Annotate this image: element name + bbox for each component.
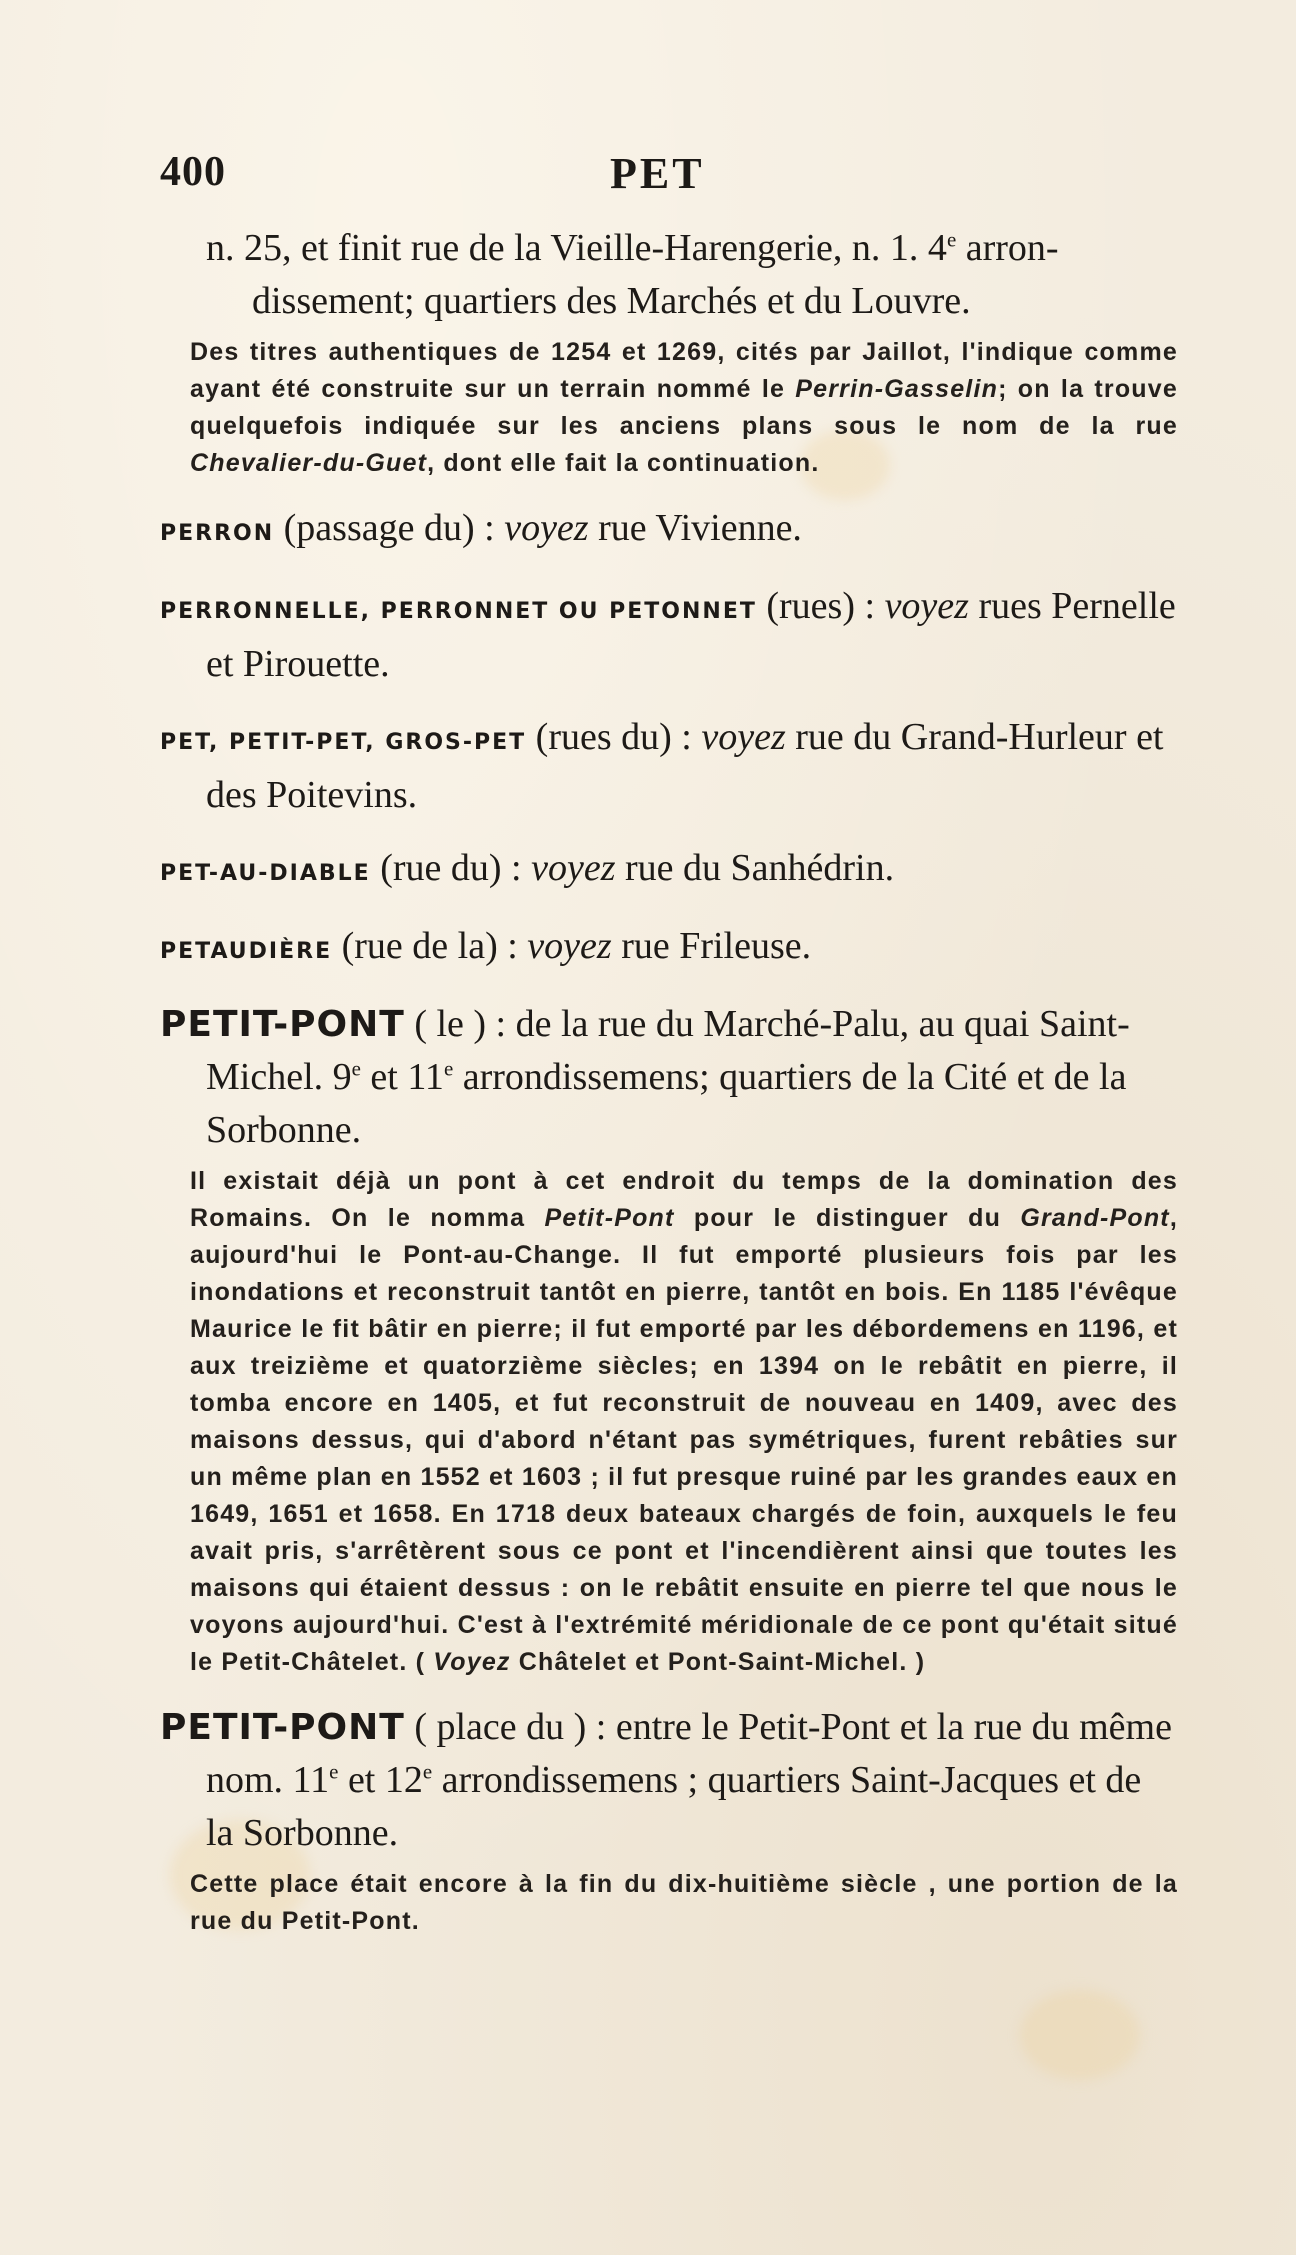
entry-text: ( le ) : de la rue du Marché-Palu, au quai Saint-Michel. 9 (206, 1003, 1130, 1098)
entry-text: rues Pernelle et Pirouette. (206, 585, 1176, 685)
note-text: Il existait déjà un pont à cet endroit du temps de la domination des Romains. On le nomma (190, 1167, 1178, 1232)
page-header (160, 148, 1180, 198)
entry-headword: PETIT-PONT (160, 1004, 405, 1045)
entry-text: rue du Grand-Hurleur et des Poitevins. (206, 716, 1164, 816)
ordinal-suffix: e (422, 1759, 433, 1784)
entry-pet (160, 711, 1178, 822)
entry-headword: PETAUDIÈRE (160, 939, 333, 964)
entry-place-petit-pont (160, 1701, 1178, 1940)
entry-text: arrondissemens; quartiers de la Cité et de la Sorbonne. (206, 1056, 1127, 1151)
entry-note: Cette place était encore à la fin du dix-huitième siècle , une portion de la rue du Petit-Pont. (190, 1870, 1178, 1935)
note-text: Châtelet et Pont-Saint-Michel. ) (510, 1648, 926, 1676)
entry-line: dissement; quartiers des Marchés et du Louvre. (252, 280, 971, 322)
see-reference: Voyez (433, 1648, 511, 1676)
entry-line: arron- (956, 227, 1059, 269)
page-content (160, 222, 1178, 1940)
entry-text: (rues du) : (526, 716, 702, 758)
entry-text: rue Vivienne. (588, 507, 802, 549)
entry-text: rue du Sanhédrin. (615, 847, 895, 889)
entry-text (206, 222, 1178, 328)
entry-petaudiere (160, 920, 1178, 978)
entry-text: rue Frileuse. (611, 925, 812, 967)
ordinal-suffix: e (329, 1759, 339, 1784)
entry-text: arrondissemens ; quartiers Saint-Jacques et de la Sorbonne. (206, 1759, 1142, 1854)
note-text: , aujourd'hui le Pont-au-Change. Il fut emporté plusieurs fois par les inondations et reconstruit tantôt en pierre, tantôt en bois. En 1185 l'évêque Maurice le fit bâtir en pierre; il fut emporté par les débordemens en 1196, et aux treizième et quatorzième siècles; en 1394 on le rebâtit en pierre, il tomba encore en 1405, et fut reconstruit de nouveau en 1409, avec des maisons dessus, qui d'abord n'étant pas symétriques, furent rebâties sur un même plan en 1552 et 1603 ; il fut presque ruiné par les grandes eaux en 1649, 1651 et 1658. En 1718 deux bateaux chargés de foin, auxquels le feu avait pris, s'arrêtèrent sous ce pont et l'incendièrent ainsi que toutes les maisons qui étaient dessus : on le rebâtit ensuite en pierre tel que nous le voyons aujourd'hui. C'est à l'extrémité méridionale de ce pont qu'était situé le Petit-Châtelet. ( (190, 1204, 1178, 1676)
running-head: PET (610, 149, 705, 198)
page-number: 400 (160, 149, 226, 195)
entry-text: ( place du ) : entre le Petit-Pont et la rue du même nom. 11 (206, 1706, 1172, 1801)
entry-text (160, 1701, 1178, 1860)
note-italic: Perrin-Gasselin (795, 375, 999, 403)
entry-text (160, 998, 1178, 1157)
see-reference: voyez (527, 925, 612, 967)
entry-headword: PETIT-PONT (160, 1707, 405, 1748)
note-italic: Chevalier-du-Guet (190, 449, 428, 477)
entry-petit-pont (160, 998, 1178, 1681)
entry-text: et 11 (360, 1056, 444, 1098)
see-reference: voyez (884, 585, 969, 627)
note-text: pour le distinguer du (674, 1204, 1021, 1232)
entry-note (160, 334, 1178, 482)
note-italic: Grand-Pont (1020, 1204, 1170, 1232)
paper-stain (1020, 1990, 1140, 2080)
note-text: ; on la trouve quelquefois indiquée sur les anciens plans sous le nom de la rue (190, 375, 1178, 440)
entry-headword: PERRON (160, 521, 275, 546)
see-reference: voyez (531, 847, 616, 889)
entry-note (160, 1163, 1178, 1681)
entry-continuation (160, 222, 1178, 482)
entry-text: (rues) : (756, 585, 885, 627)
entry-perron (160, 502, 1178, 560)
entry-line: n. 25, et finit rue de la Vieille-Harengerie, n. 1. 4 (206, 227, 947, 269)
ordinal-suffix: e (946, 227, 957, 252)
entry-headword: PET, PETIT-PET, GROS-PET (160, 730, 527, 755)
entry-headword: PET-AU-DIABLE (160, 861, 371, 886)
note-italic: Petit-Pont (544, 1204, 675, 1232)
ordinal-suffix: e (351, 1056, 361, 1081)
entry-text: (passage du) : (274, 507, 505, 549)
entry-perronnelle (160, 580, 1178, 691)
note-text: Des titres authentiques de 1254 et 1269, cités par Jaillot, l'indique comme ayant été construite sur un terrain nommé le (190, 338, 1178, 403)
ordinal-suffix: e (443, 1056, 454, 1081)
entry-text: et 12 (338, 1759, 423, 1801)
see-reference: voyez (701, 716, 786, 758)
note-text: , dont elle fait la continuation. (427, 449, 820, 477)
entry-text: (rue de la) : (332, 925, 528, 967)
entry-pet-au-diable (160, 842, 1178, 900)
entry-text: (rue du) : (370, 847, 532, 889)
see-reference: voyez (504, 507, 589, 549)
entry-headword: PERRONNELLE, PERRONNET OU PETONNET (160, 599, 757, 624)
